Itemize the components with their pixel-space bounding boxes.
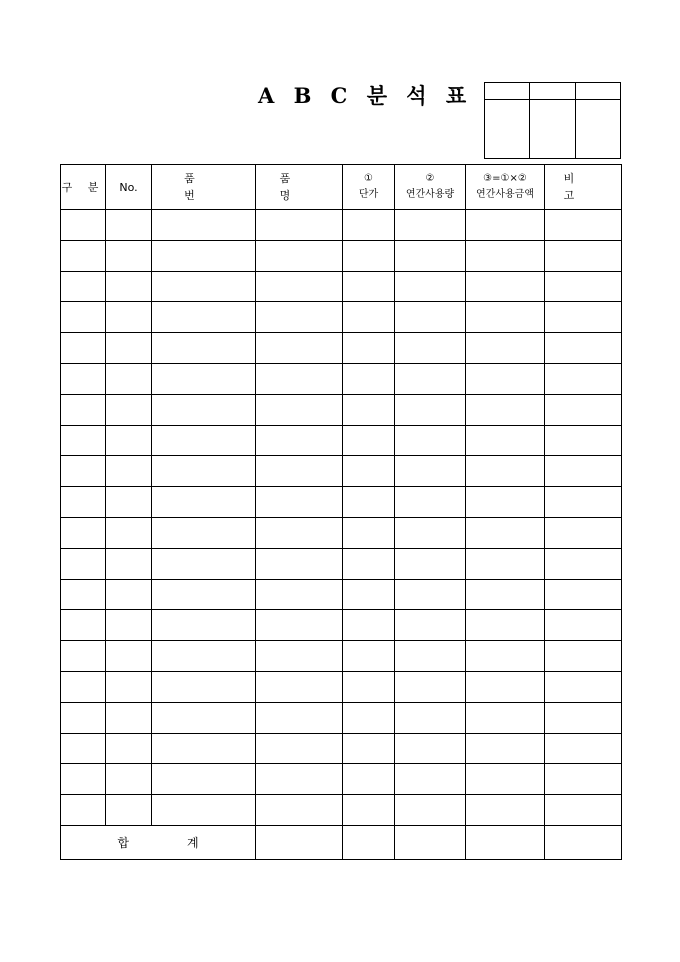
table-cell[interactable]	[466, 579, 545, 610]
table-cell[interactable]	[343, 579, 395, 610]
table-cell[interactable]	[395, 487, 466, 518]
header-no: No.	[106, 165, 152, 210]
table-cell[interactable]	[343, 641, 395, 672]
table-cell[interactable]	[466, 733, 545, 764]
table-cell[interactable]	[395, 641, 466, 672]
table-cell[interactable]	[545, 363, 622, 394]
table-cell[interactable]	[343, 487, 395, 518]
table-cell[interactable]	[256, 733, 343, 764]
table-cell[interactable]	[106, 517, 152, 548]
table-cell[interactable]	[395, 456, 466, 487]
table-cell[interactable]	[466, 333, 545, 364]
table-cell[interactable]	[106, 733, 152, 764]
table-cell[interactable]	[343, 240, 395, 271]
table-cell[interactable]	[343, 610, 395, 641]
table-row	[61, 210, 622, 241]
header-category: 구 분	[61, 165, 106, 210]
table-cell[interactable]	[545, 641, 622, 672]
approval-sign-cell[interactable]	[575, 100, 620, 159]
table-cell[interactable]	[256, 210, 343, 241]
table-cell[interactable]	[395, 425, 466, 456]
table-cell[interactable]	[152, 210, 256, 241]
table-cell[interactable]	[545, 240, 622, 271]
table-cell[interactable]	[545, 702, 622, 733]
table-cell[interactable]	[343, 702, 395, 733]
table-cell[interactable]	[466, 425, 545, 456]
table-cell[interactable]	[466, 548, 545, 579]
table-cell[interactable]	[395, 394, 466, 425]
table-cell[interactable]	[395, 795, 466, 826]
table-cell[interactable]	[61, 425, 106, 456]
table-cell[interactable]	[545, 302, 622, 333]
table-cell[interactable]	[466, 764, 545, 795]
table-row	[61, 425, 622, 456]
table-cell[interactable]	[61, 548, 106, 579]
table-row	[61, 302, 622, 333]
header-annual-qty	[395, 165, 466, 210]
table-cell[interactable]	[256, 271, 343, 302]
table-cell[interactable]	[152, 271, 256, 302]
table-cell[interactable]	[466, 394, 545, 425]
table-cell[interactable]	[61, 795, 106, 826]
table-cell[interactable]	[343, 210, 395, 241]
table-cell[interactable]	[152, 302, 256, 333]
table-row	[61, 795, 622, 826]
table-cell[interactable]	[343, 302, 395, 333]
table-cell[interactable]	[545, 394, 622, 425]
table-cell[interactable]	[545, 456, 622, 487]
header-annual-amount	[466, 165, 545, 210]
table-cell[interactable]	[466, 641, 545, 672]
table-cell[interactable]	[256, 487, 343, 518]
table-cell[interactable]	[106, 764, 152, 795]
table-cell[interactable]	[545, 579, 622, 610]
table-row	[61, 240, 622, 271]
table-cell[interactable]	[545, 610, 622, 641]
table-cell[interactable]	[395, 733, 466, 764]
table-cell[interactable]	[106, 363, 152, 394]
table-row	[61, 610, 622, 641]
table-cell[interactable]	[256, 240, 343, 271]
table-cell[interactable]	[545, 487, 622, 518]
table-cell[interactable]	[343, 795, 395, 826]
table-cell[interactable]	[466, 363, 545, 394]
table-cell[interactable]	[106, 610, 152, 641]
table-cell[interactable]	[106, 302, 152, 333]
table-cell[interactable]	[395, 579, 466, 610]
table-cell[interactable]	[545, 733, 622, 764]
table-cell[interactable]	[343, 733, 395, 764]
table-cell[interactable]	[343, 394, 395, 425]
table-cell[interactable]	[466, 456, 545, 487]
table-row	[61, 487, 622, 518]
approval-sign-cell[interactable]	[530, 100, 575, 159]
table-cell[interactable]	[395, 764, 466, 795]
table-cell[interactable]	[106, 210, 152, 241]
table-cell[interactable]	[256, 641, 343, 672]
table-cell[interactable]	[61, 517, 106, 548]
table-cell[interactable]	[106, 271, 152, 302]
table-cell[interactable]	[152, 610, 256, 641]
table-cell[interactable]	[466, 671, 545, 702]
table-cell[interactable]	[395, 363, 466, 394]
table-cell[interactable]	[152, 733, 256, 764]
table-cell[interactable]	[61, 271, 106, 302]
table-cell[interactable]	[545, 671, 622, 702]
table-cell[interactable]	[61, 240, 106, 271]
total-cell[interactable]	[545, 825, 622, 859]
table-cell[interactable]	[343, 456, 395, 487]
table-cell[interactable]	[256, 363, 343, 394]
table-cell[interactable]	[545, 764, 622, 795]
header-remarks: 비 고	[545, 165, 622, 210]
header-annual-qty-number: ②	[425, 173, 435, 184]
table-cell[interactable]	[106, 579, 152, 610]
table-cell[interactable]	[395, 302, 466, 333]
table-cell[interactable]	[106, 394, 152, 425]
table-cell[interactable]	[343, 425, 395, 456]
table-cell[interactable]	[61, 702, 106, 733]
table-cell[interactable]	[152, 333, 256, 364]
header-unit-price	[343, 165, 395, 210]
table-cell[interactable]	[343, 764, 395, 795]
header-part-name: 품 명	[256, 165, 343, 210]
table-row	[61, 363, 622, 394]
approval-sign-cell[interactable]	[485, 100, 530, 159]
table-cell[interactable]	[343, 671, 395, 702]
table-row	[61, 456, 622, 487]
table-cell[interactable]	[256, 517, 343, 548]
table-cell[interactable]	[395, 548, 466, 579]
total-cell[interactable]	[256, 825, 343, 859]
table-cell[interactable]	[256, 671, 343, 702]
table-cell[interactable]	[256, 579, 343, 610]
table-cell[interactable]	[545, 425, 622, 456]
table-cell[interactable]	[466, 240, 545, 271]
table-cell[interactable]	[395, 517, 466, 548]
table-row	[61, 517, 622, 548]
table-cell[interactable]	[545, 795, 622, 826]
table-cell[interactable]	[152, 671, 256, 702]
table-row	[61, 333, 622, 364]
table-cell[interactable]	[152, 517, 256, 548]
table-cell[interactable]	[152, 548, 256, 579]
table-cell[interactable]	[106, 425, 152, 456]
table-cell[interactable]	[343, 363, 395, 394]
table-row	[61, 641, 622, 672]
table-cell[interactable]	[395, 610, 466, 641]
table-body	[61, 210, 622, 826]
table-cell[interactable]	[256, 795, 343, 826]
total-cell[interactable]	[395, 825, 466, 859]
table-cell[interactable]	[395, 671, 466, 702]
table-cell[interactable]	[395, 271, 466, 302]
table-cell[interactable]	[343, 517, 395, 548]
table-cell[interactable]	[256, 394, 343, 425]
table-cell[interactable]	[106, 671, 152, 702]
table-cell[interactable]	[545, 210, 622, 241]
table-cell[interactable]	[466, 210, 545, 241]
table-cell[interactable]	[152, 363, 256, 394]
table-row	[61, 548, 622, 579]
table-cell[interactable]	[152, 240, 256, 271]
table-cell[interactable]	[152, 579, 256, 610]
table-cell[interactable]	[256, 302, 343, 333]
table-cell[interactable]	[152, 394, 256, 425]
header-unit-price-label: 단가	[358, 189, 379, 200]
table-cell[interactable]	[106, 456, 152, 487]
header-annual-amount-label: 연간사용금액	[476, 189, 534, 200]
table-cell[interactable]	[256, 456, 343, 487]
table-cell[interactable]	[343, 271, 395, 302]
table-cell[interactable]	[256, 702, 343, 733]
table-cell[interactable]	[106, 641, 152, 672]
table-cell[interactable]	[545, 517, 622, 548]
approval-header-cell	[575, 83, 620, 100]
table-cell[interactable]	[256, 764, 343, 795]
table-cell[interactable]	[61, 579, 106, 610]
table-cell[interactable]	[152, 764, 256, 795]
table-row	[61, 671, 622, 702]
total-cell[interactable]	[466, 825, 545, 859]
table-cell[interactable]	[106, 795, 152, 826]
table-cell[interactable]	[256, 333, 343, 364]
table-cell[interactable]	[106, 548, 152, 579]
header-part-no: 품 번	[152, 165, 256, 210]
page-title: A B C 분 석 표	[258, 83, 473, 108]
table-cell[interactable]	[152, 425, 256, 456]
table-row	[61, 271, 622, 302]
header-unit-price-number: ①	[364, 173, 373, 184]
table-cell[interactable]	[152, 487, 256, 518]
table-cell[interactable]	[545, 548, 622, 579]
table-cell[interactable]	[61, 302, 106, 333]
table-row	[61, 579, 622, 610]
table-row	[61, 394, 622, 425]
header-annual-amount-formula: ③=①×②	[483, 173, 527, 184]
table-cell[interactable]	[466, 487, 545, 518]
table-cell[interactable]	[106, 487, 152, 518]
table-cell[interactable]	[545, 271, 622, 302]
table-cell[interactable]	[61, 394, 106, 425]
total-label: 합 계	[61, 825, 256, 859]
table-cell[interactable]	[61, 333, 106, 364]
table-cell[interactable]	[466, 702, 545, 733]
table-cell[interactable]	[106, 240, 152, 271]
table-cell[interactable]	[61, 456, 106, 487]
table-cell[interactable]	[466, 610, 545, 641]
approval-header-cell	[485, 83, 530, 100]
table-cell[interactable]	[466, 517, 545, 548]
table-cell[interactable]	[61, 610, 106, 641]
table-cell[interactable]	[395, 210, 466, 241]
total-cell[interactable]	[343, 825, 395, 859]
table-cell[interactable]	[395, 702, 466, 733]
table-cell[interactable]	[395, 240, 466, 271]
table-cell[interactable]	[466, 795, 545, 826]
abc-analysis-table	[60, 164, 622, 860]
table-cell[interactable]	[256, 425, 343, 456]
table-cell[interactable]	[343, 333, 395, 364]
approval-header-cell	[530, 83, 575, 100]
table-cell[interactable]	[152, 702, 256, 733]
table-cell[interactable]	[256, 610, 343, 641]
table-cell[interactable]	[61, 210, 106, 241]
table-cell[interactable]	[152, 641, 256, 672]
table-cell[interactable]	[466, 271, 545, 302]
table-cell[interactable]	[61, 764, 106, 795]
table-cell[interactable]	[343, 548, 395, 579]
table-cell[interactable]	[152, 795, 256, 826]
table-cell[interactable]	[545, 333, 622, 364]
table-cell[interactable]	[61, 641, 106, 672]
table-row	[61, 702, 622, 733]
table-cell[interactable]	[256, 548, 343, 579]
table-cell[interactable]	[106, 333, 152, 364]
approval-box	[484, 82, 621, 159]
table-cell[interactable]	[61, 363, 106, 394]
table-row	[61, 764, 622, 795]
table-cell[interactable]	[466, 302, 545, 333]
table-cell[interactable]	[61, 733, 106, 764]
table-cell[interactable]	[395, 333, 466, 364]
table-cell[interactable]	[61, 487, 106, 518]
table-cell[interactable]	[152, 456, 256, 487]
table-row	[61, 733, 622, 764]
header-annual-qty-label: 연간사용량	[405, 189, 455, 200]
table-cell[interactable]	[61, 671, 106, 702]
table-cell[interactable]	[106, 702, 152, 733]
